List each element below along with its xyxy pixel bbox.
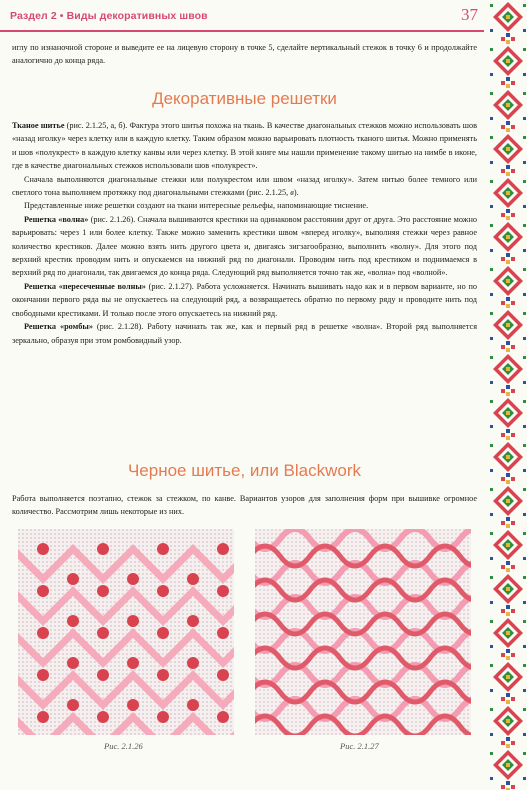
- paragraph-woven-stitch: Тканое шитье (рис. 2.1.25, а, б). Фактура этого шитья похожа на ткань. В качестве диагональных стежков можно использовать шов «назад иголку» через клетку или в каждую клетку. Таким образом можно варьировать плотность тканого шитья. Можно применять и шов «полукрест» в каждую клетку канвы или через клетку. В этой книге мы нашли применение такому шитью на нимбе в иконе, где в качестве диагональных стежков использовали шов «полукрест».: [12, 121, 477, 171]
- paragraph-diagonal-stitches: Сначала выполняются диагональные стежки или полукрестом или швом «назад иголку». Затем нитью более темного или светлого тона выполняем протяжку под диагональными стежками (рис. 2.1.25, в).: [12, 174, 477, 198]
- section-heading-blackwork: Черное шитье, или Blackwork: [127, 461, 362, 480]
- intro-paragraph: иглу по изнаночной стороне и выведите ее на лицевую сторону в точке 5, сделайте вертикальный стежок в точку 6 и продолжайте аналогично до конца ряда.: [12, 43, 477, 66]
- section2-body: Работа выполняется поэтапно, стежок за стежком, по канве. Вариантов узоров для заполнения форм при вышивке огромное количество. Рассмотрим лишь некоторые из них.: [12, 494, 477, 517]
- figure-caption-2-1-26: Рис. 2.1.26: [104, 741, 143, 751]
- paragraph-grids-intro: Представленные ниже решетки создают на ткани интересные рельефы, напоминающие тиснение.: [24, 201, 369, 211]
- figure-wave-grid-photo: [18, 529, 234, 735]
- figure-crossed-waves-photo: [255, 529, 471, 735]
- section1-body: [12, 119, 477, 347]
- paragraph-crossed-waves: Решетка «пересеченные волны» (рис. 2.1.27). Работа усложняется. Начинать вышивать надо как и в первом варианте, но по окончании первого ряда вы не опускаетесь на следующий ряд, а возвращаетесь обратно по первому ряду и проводите нить под свободными крестиками. И только после этого опускаетесь на нижний ряд.: [12, 281, 477, 318]
- page-header: [0, 4, 484, 32]
- paragraph-wave-grid: Решетка «волна» (рис. 2.1.26). Сначала вышиваются крестики на одинаковом расстоянии друг от друга. Это расстояние можно варьировать: через 1 или более клетку. Также можно заменить крестики швом «вперед иголку», выполняя стежки через равное количество крестиков. Далее можно взять нить другого цвета и, двигаясь зигзагообразно, выполнить «волну». Для этого под верхний крестик проводим нить и опускаемся на нижний ряд по диагонали. Проводим нить под крестиком и поднимаемся в верхний ряд по диагонали, так двигаемся до конца ряда. Следующий ряд выполняется точно так же, «волна» под «волной».: [12, 214, 477, 278]
- page-number: 37: [461, 5, 478, 24]
- ornament-border: [489, 0, 527, 790]
- section-title: Раздел 2 • Виды декоративных швов: [10, 10, 208, 22]
- paragraph-rhombus-grid: Решетка «ромбы» (рис. 2.1.28). Работу начинать так же, как и первый ряд в решетке «волна». Второй ряд выполняется зеркально, образуя при этом ромбовидный узор.: [12, 322, 477, 345]
- figure-caption-2-1-27: Рис. 2.1.27: [340, 741, 379, 751]
- section-heading-decorative-grids: Декоративные решетки: [152, 89, 337, 108]
